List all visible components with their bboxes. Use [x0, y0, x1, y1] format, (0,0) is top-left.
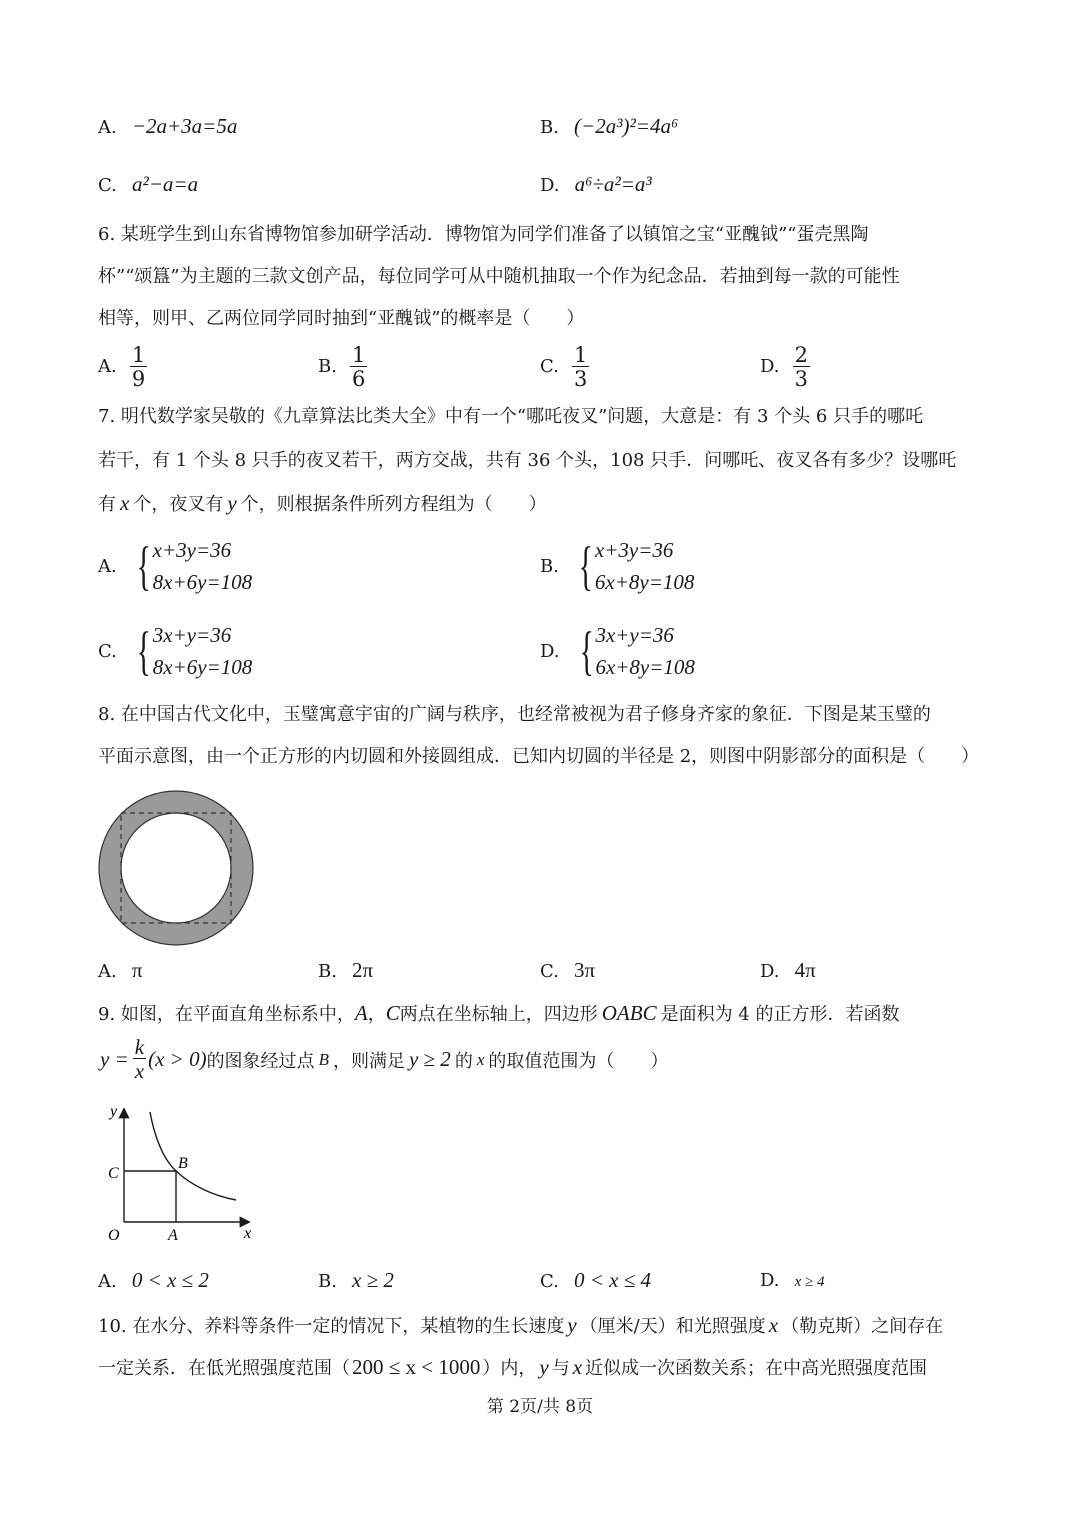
variable-x: x [768, 1313, 779, 1337]
variable-y: y [539, 1355, 549, 1379]
text-segment: 个，则根据条件所列方程组为（ ） [240, 494, 547, 515]
fraction [793, 344, 810, 391]
q10-stem-line-2 [98, 1354, 927, 1382]
q9-option-a [98, 1268, 209, 1293]
text-segment: （勒克斯）之间存在 [781, 1316, 944, 1337]
equation: 8x+6y=108 [152, 655, 253, 679]
function-domain: (x > 0) [148, 1047, 207, 1071]
option-value: 4π [794, 958, 816, 982]
point-a: A [354, 1001, 368, 1025]
q7-option-a [98, 534, 252, 598]
brace: { [136, 536, 151, 596]
q8-option-a [98, 958, 142, 983]
q9-option-d [760, 1270, 825, 1291]
quadrilateral-oabc: OABC [601, 1001, 657, 1025]
equation: 8x+6y=108 [152, 570, 253, 594]
inner-circle [121, 813, 231, 923]
text-segment: ， [367, 1004, 386, 1025]
variable-x: x [476, 1049, 485, 1069]
equation: 6x+8y=108 [594, 570, 695, 594]
point-b-label: B [178, 1155, 188, 1172]
option-label: C. [540, 1271, 559, 1292]
origin-label: O [108, 1227, 120, 1244]
option-value: 2π [352, 958, 374, 982]
denominator: 3 [794, 367, 808, 391]
variable-y: y [567, 1313, 577, 1337]
q6-stem-line-3: 相等，则甲、乙两位同学同时抽到“亚醜钺”的概率是（ ） [98, 308, 585, 329]
text-segment: 的图象经过点 [206, 1050, 315, 1072]
option-label: A. [98, 117, 117, 138]
equation-system [153, 534, 252, 598]
q8-option-c [540, 958, 595, 983]
option-label: D. [540, 640, 560, 662]
q9-option-c [540, 1268, 651, 1293]
option-label: D. [540, 175, 560, 196]
fraction [350, 344, 367, 391]
page-footer: 第 2页/共 8页 [486, 1397, 594, 1417]
numerator: 2 [794, 343, 808, 367]
q8-stem-line-1: 8. 在中国古代文化中，玉璧寓意宇宙的广阔与秩序，也经常被视为君子修身齐家的象征．下图是某玉璧的 [98, 704, 931, 725]
option-value: x ≥ 4 [794, 1274, 825, 1290]
inequality: y ≥ 2 [408, 1047, 451, 1071]
text-segment: 10. 在水分、养料等条件一定的情况下，某植物的生长速度 [98, 1316, 565, 1337]
text-segment: 的取值范围为（ ） [488, 1050, 669, 1072]
option-label: B. [318, 356, 337, 377]
option-label: D. [760, 1270, 780, 1291]
function-fraction [133, 1036, 146, 1083]
option-value: 3π [573, 958, 596, 982]
equation-system [595, 534, 694, 598]
brace: { [136, 621, 151, 681]
option-label: A. [98, 555, 117, 577]
numerator: 1 [131, 343, 146, 367]
equation-system [153, 619, 252, 683]
coordinate-graph [96, 1098, 266, 1248]
denominator: 3 [573, 367, 588, 391]
option-label: A. [98, 961, 117, 982]
variable-y: y [227, 491, 237, 515]
q7-option-d [540, 619, 695, 683]
option-label: D. [760, 961, 780, 982]
numerator: 1 [352, 343, 366, 367]
option-value: 0 < x ≤ 2 [131, 1268, 209, 1292]
fraction [130, 344, 147, 391]
option-label: B. [540, 555, 559, 577]
option-label: A. [98, 356, 117, 377]
text-segment: 的 [454, 1050, 473, 1072]
option-value: x ≥ 2 [352, 1268, 394, 1292]
inequality: 200 ≤ x < 1000 [352, 1355, 481, 1379]
variable-x: x [120, 491, 130, 515]
q8-option-d [760, 958, 816, 983]
text-segment: 是面积为 4 的正方形．若函数 [660, 1004, 900, 1025]
q7-option-c [98, 619, 252, 683]
option-label: C. [540, 961, 559, 982]
option-label: B. [540, 117, 559, 138]
equation: 3x+y=36 [595, 623, 674, 647]
fraction [572, 344, 589, 391]
q9-stem-line-2 [100, 1036, 668, 1083]
text-segment: 个，夜叉有 [133, 494, 224, 515]
option-label: C. [98, 640, 117, 662]
q8-stem-line-2: 平面示意图，由一个正方形的内切圆和外接圆组成．已知内切圆的半径是 2，则图中阴影部分的面积是（ ） [98, 746, 980, 767]
option-label: B. [318, 961, 337, 982]
q5-option-d [540, 172, 652, 197]
function-lhs: y = [100, 1047, 129, 1071]
equation: x+3y=36 [152, 538, 232, 562]
point-c: C [385, 1001, 400, 1025]
text-segment: （厘米/天）和光照强度 [579, 1316, 766, 1337]
text-segment: ）内， [482, 1358, 537, 1379]
denominator: 6 [352, 367, 366, 391]
q9-stem-line-1 [98, 1000, 899, 1028]
point-c-label: C [108, 1165, 119, 1182]
option-label: C. [98, 175, 117, 196]
denominator: 9 [131, 367, 146, 391]
text-segment: 有 [98, 494, 116, 515]
numerator: 1 [573, 343, 588, 367]
q6-option-c [540, 344, 589, 391]
point-b: B [318, 1049, 329, 1069]
equation: 6x+8y=108 [595, 655, 695, 679]
text-segment: ，则满足 [332, 1050, 405, 1072]
q5-option-c [98, 172, 198, 197]
q5-option-a [98, 114, 237, 139]
option-expression: (−2a³)²=4a⁶ [574, 114, 679, 138]
option-label: A. [98, 1271, 117, 1292]
q7-option-b [540, 534, 694, 598]
q9-option-b [318, 1268, 394, 1293]
x-axis-label: x [244, 1225, 252, 1242]
numerator: k [134, 1035, 145, 1059]
option-expression: a⁶÷a²=a³ [574, 172, 652, 196]
equation: 3x+y=36 [152, 623, 232, 647]
jade-disc-diagram [96, 790, 256, 950]
equation-system [595, 619, 694, 683]
denominator: x [134, 1059, 145, 1083]
brace: { [578, 536, 593, 596]
q6-stem-line-2: 杯”“颂簋”为主题的三款文创产品，每位同学可从中随机抽取一个作为纪念品．若抽到每一款的可能性 [98, 266, 900, 287]
variable-x: x [572, 1355, 583, 1379]
text-segment: 一定关系．在低光照强度范围（ [98, 1358, 350, 1379]
y-axis-label: y [110, 1103, 118, 1120]
q6-option-b [318, 344, 367, 391]
option-value: 0 < x ≤ 4 [573, 1268, 651, 1292]
text-segment: 两点在坐标轴上，四边形 [399, 1004, 598, 1025]
option-expression: a²−a=a [131, 172, 199, 196]
text-segment: 近似成一次函数关系；在中高光照强度范围 [585, 1358, 928, 1379]
q8-option-b [318, 958, 373, 983]
q7-stem-line-2: 若干，有 1 个头 8 只手的夜叉若干，两方交战，共有 36 个头，108 只手．问哪吒、夜叉各有多少？设哪吒 [98, 450, 957, 471]
square-oabc [124, 1171, 176, 1222]
option-value: π [131, 958, 143, 982]
q10-stem-line-1 [98, 1312, 943, 1340]
option-label: B. [318, 1271, 337, 1292]
q5-option-b [540, 114, 678, 139]
q6-stem-line-1: 6. 某班学生到山东省博物馆参加研学活动．博物馆为同学们准备了以镇馆之宝“亚醜钺”“蛋壳黑陶 [98, 224, 869, 245]
point-a-label: A [168, 1227, 178, 1244]
q7-stem-line-1: 7. 明代数学家吴敬的《九章算法比类大全》中有一个“哪吒夜叉”问题，大意是：有 3 个头 6 只手的哪吒 [98, 406, 924, 427]
hyperbola-curve [150, 1112, 236, 1200]
text-segment: 与 [551, 1358, 570, 1379]
q7-stem-line-3 [98, 490, 547, 518]
q6-option-a [98, 344, 147, 391]
option-label: D. [760, 356, 780, 377]
q6-option-d [760, 344, 810, 391]
option-label: C. [540, 356, 559, 377]
brace: { [579, 621, 594, 681]
text-segment: 9. 如图，在平面直角坐标系中， [98, 1004, 355, 1025]
option-expression: −2a+3a=5a [131, 114, 238, 138]
equation: x+3y=36 [594, 538, 674, 562]
